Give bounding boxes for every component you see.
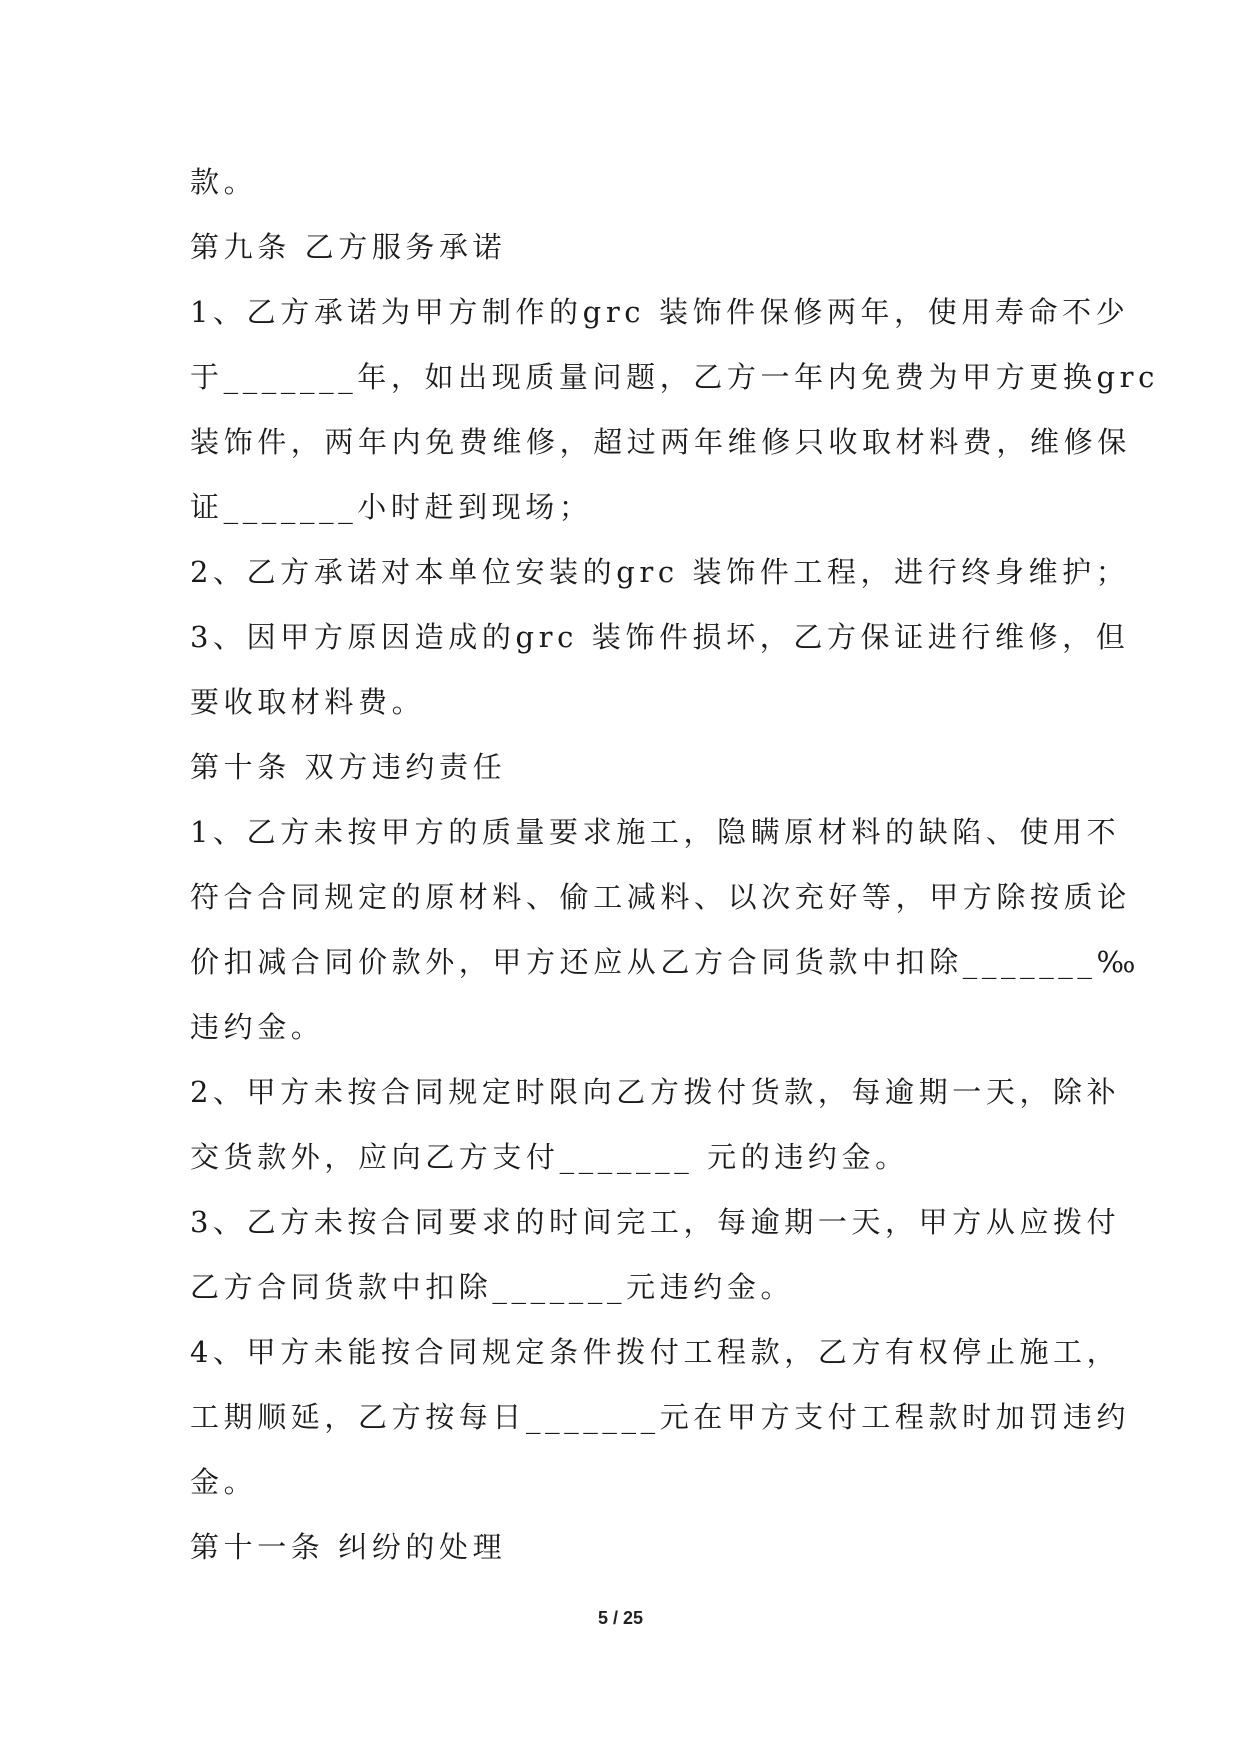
text-line: 于_______年，如出现质量问题，乙方一年内免费为甲方更换grc xyxy=(190,360,1159,394)
text-line: 违约金。 xyxy=(190,1010,325,1044)
text-line: 2、乙方承诺对本单位安装的grc 装饰件工程，进行终身维护； xyxy=(190,555,1130,589)
text-line: 4、甲方未能按合同规定条件拨付工程款，乙方有权停止施工， xyxy=(190,1335,1121,1369)
text-line: 装饰件，两年内免费维修，超过两年维修只收取材料费，维修保 xyxy=(190,425,1131,459)
page-number: 5 / 25 xyxy=(597,1608,644,1628)
text-line: 证_______小时赶到现场； xyxy=(190,490,593,524)
text-line: 款。 xyxy=(190,165,258,199)
text-line: 工期顺延，乙方按每日_______元在甲方支付工程款时加罚违约 xyxy=(190,1400,1131,1434)
section-heading-article-10: 第十条 双方违约责任 xyxy=(190,750,507,784)
document-body xyxy=(190,150,1159,1580)
text-line: 乙方合同货款中扣除_______元违约金。 xyxy=(190,1270,795,1304)
text-line: 符合合同规定的原材料、偷工减料、以次充好等，甲方除按质论 xyxy=(190,880,1131,914)
text-line: 1、乙方承诺为甲方制作的grc 装饰件保修两年，使用寿命不少 xyxy=(190,295,1130,329)
text-line: 金。 xyxy=(190,1465,258,1499)
text-line: 要收取材料费。 xyxy=(190,685,426,719)
section-heading-article-9: 第九条 乙方服务承诺 xyxy=(190,230,507,264)
text-line: 交货款外，应向乙方支付_______ 元的违约金。 xyxy=(190,1140,909,1174)
text-line: 1、乙方未按甲方的质量要求施工，隐瞒原材料的缺陷、使用不 xyxy=(190,815,1121,849)
text-line: 3、乙方未按合同要求的时间完工，每逾期一天，甲方从应拨付 xyxy=(190,1205,1121,1239)
text-line: 2、甲方未按合同规定时限向乙方拨付货款，每逾期一天，除补 xyxy=(190,1075,1121,1109)
section-heading-article-11: 第十一条 纠纷的处理 xyxy=(190,1530,507,1564)
text-line: 价扣减合同价款外，甲方还应从乙方合同货款中扣除_______‰ xyxy=(190,945,1141,979)
text-line: 3、因甲方原因造成的grc 装饰件损坏，乙方保证进行维修，但 xyxy=(190,620,1130,654)
